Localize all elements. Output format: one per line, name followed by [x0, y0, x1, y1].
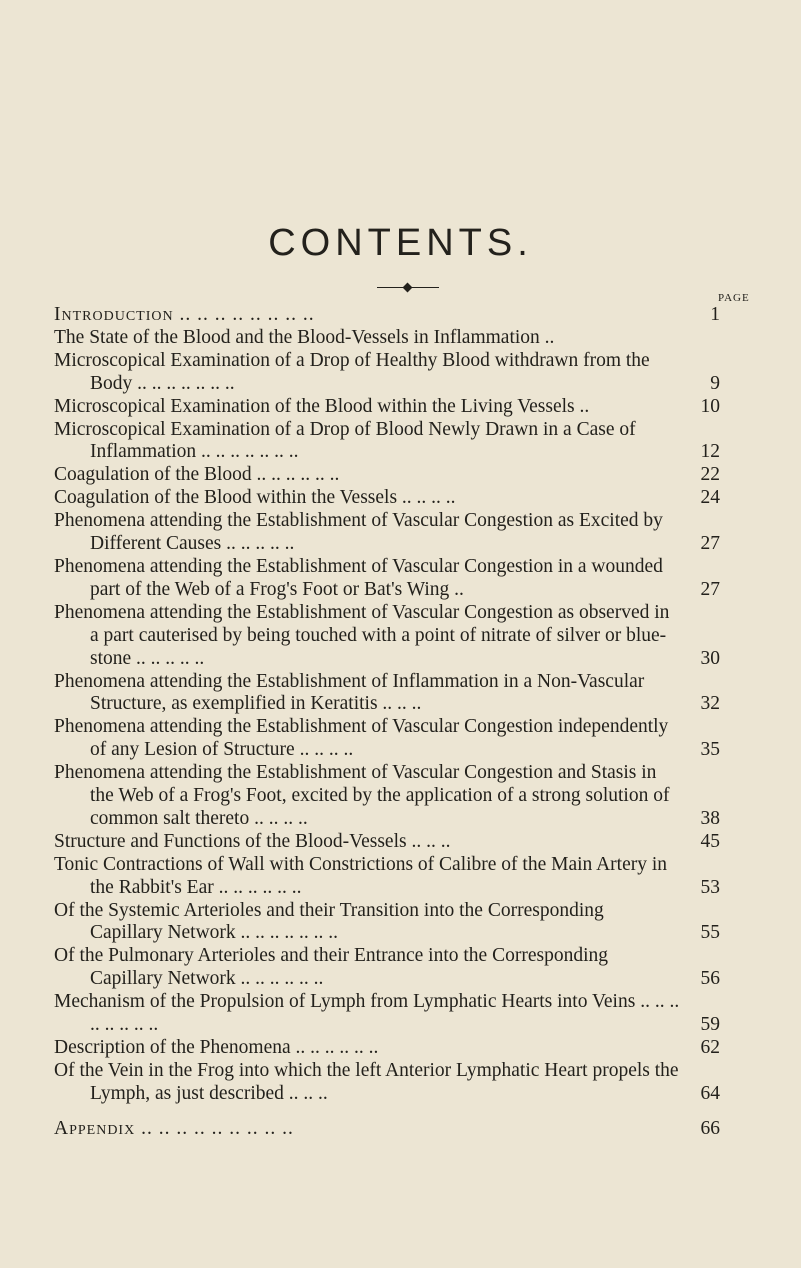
- toc-entry-page: 12: [700, 441, 720, 463]
- toc-entry-page: 53: [700, 876, 720, 898]
- toc-entry-title: Phenomena attending the Establishment of Vascular Congestion as Excited by Different Causes .. .. .. .. ..: [54, 510, 663, 555]
- toc-entry: [54, 945, 720, 991]
- page-title: CONTENTS.: [268, 222, 533, 264]
- toc-entry-title: Tonic Contractions of Wall with Constrictions of Calibre of the Main Artery in the Rabbit's Ear .. .. .. .. .. ..: [54, 853, 668, 898]
- toc-entry-page: 45: [700, 830, 720, 852]
- toc-entry-appendix: [54, 1118, 720, 1141]
- toc-entry-title: Microscopical Examination of the Blood within the Living Vessels ..: [54, 395, 590, 417]
- toc-entry: [54, 396, 720, 419]
- toc-entry-page: 59: [700, 1014, 720, 1036]
- toc-entry-title: Phenomena attending the Establishment of Inflammation in a Non-Vascular Structure, as exemplified in Keratitis .. .. ..: [54, 670, 645, 715]
- toc-entry-page: 30: [700, 647, 720, 669]
- toc-entry-title: Microscopical Examination of a Drop of Blood Newly Drawn in a Case of Inflammation .. .. .. .. .. .. ..: [54, 418, 636, 463]
- toc-entry: [54, 716, 720, 762]
- toc-entry-page: 62: [700, 1037, 720, 1058]
- toc-entry-title: Phenomena attending the Establishment of Vascular Congestion as observed in a part cauterised by being touched with a point of nitrate of silver or blue-stone .. .. .. .. ..: [54, 601, 670, 669]
- toc-entry-title: Of the Systemic Arterioles and their Transition into the Corresponding Capillary Network .. .. .. .. .. .. ..: [54, 899, 604, 944]
- divider-ornament: [403, 283, 413, 293]
- toc-entry-page: 64: [700, 1082, 720, 1104]
- toc-entry: [54, 556, 720, 602]
- toc-entry-page: 27: [700, 533, 720, 555]
- toc-entry: [54, 831, 720, 854]
- toc-entry-title: Appendix .. .. .. .. .. .. .. .. ..: [54, 1117, 294, 1139]
- toc-entry-page: 1: [710, 304, 720, 325]
- toc-entry-page: 22: [700, 464, 720, 486]
- toc-entry: [54, 327, 720, 350]
- toc-entry-title: Of the Pulmonary Arterioles and their Entrance into the Corresponding Capillary Network .. .. .. .. .. ..: [54, 945, 608, 990]
- toc-entry-page: 9: [710, 372, 720, 394]
- toc-entry-page: 56: [700, 968, 720, 990]
- toc-entry-title: Structure and Functions of the Blood-Vessels .. .. ..: [54, 830, 451, 852]
- toc-entry-page: 27: [700, 578, 720, 600]
- toc-entry-title: Phenomena attending the Establishment of Vascular Congestion independently of any Lesion of Structure .. .. .. ..: [54, 716, 669, 761]
- toc-entry: [54, 602, 720, 671]
- toc-entry-page: 24: [700, 487, 720, 509]
- toc-entry: [54, 900, 720, 946]
- toc-entry-title: Coagulation of the Blood within the Vessels .. .. .. ..: [54, 487, 456, 509]
- toc-entry: [54, 1060, 720, 1106]
- toc-entry-page: 35: [700, 739, 720, 761]
- toc-entry-page: 10: [700, 395, 720, 417]
- toc-entry-title: Microscopical Examination of a Drop of Healthy Blood withdrawn from the Body .. .. .. .. .. .. ..: [54, 349, 650, 394]
- toc-entry: [54, 671, 720, 717]
- toc-entry-title: Of the Vein in the Frog into which the left Anterior Lymphatic Heart propels the Lymph, as just described .. .. ..: [54, 1059, 679, 1104]
- table-of-contents: [54, 304, 720, 1141]
- toc-entry: [54, 350, 720, 396]
- toc-entry-title: Description of the Phenomena .. .. .. .. .. ..: [54, 1037, 379, 1058]
- toc-entry-title: Introduction .. .. .. .. .. .. .. ..: [54, 304, 315, 325]
- toc-entry-page: 66: [700, 1117, 720, 1139]
- toc-entry-title: Mechanism of the Propulsion of Lymph from Lymphatic Hearts into Veins .. .. .. .. .. .. .. ..: [54, 991, 680, 1036]
- page-column-heading: PAGE: [718, 292, 750, 304]
- toc-entry-title: The State of the Blood and the Blood-Vessels in Inflammation ..: [54, 326, 555, 348]
- toc-entry: [54, 419, 720, 465]
- toc-entry: [54, 854, 720, 900]
- toc-entry-title: Phenomena attending the Establishment of Vascular Congestion and Stasis in the Web of a Frog's Foot, excited by the application of a strong solution of common salt thereto .. .. .. ..: [54, 762, 670, 829]
- toc-entry: [54, 1037, 720, 1060]
- toc-entry: [54, 464, 720, 487]
- toc-entry-page: 32: [700, 693, 720, 715]
- toc-entry-title: Phenomena attending the Establishment of Vascular Congestion in a wounded part of the Web of a Frog's Foot or Bat's Wing ..: [54, 555, 663, 600]
- toc-entry-title: Coagulation of the Blood .. .. .. .. .. ..: [54, 464, 340, 486]
- toc-entry-page: 55: [700, 922, 720, 944]
- toc-entry-page: 38: [700, 807, 720, 829]
- toc-entry: [54, 991, 720, 1037]
- toc-entry: [54, 510, 720, 556]
- toc-entry: [54, 487, 720, 510]
- toc-entry-introduction: [54, 304, 720, 327]
- toc-entry: [54, 762, 720, 831]
